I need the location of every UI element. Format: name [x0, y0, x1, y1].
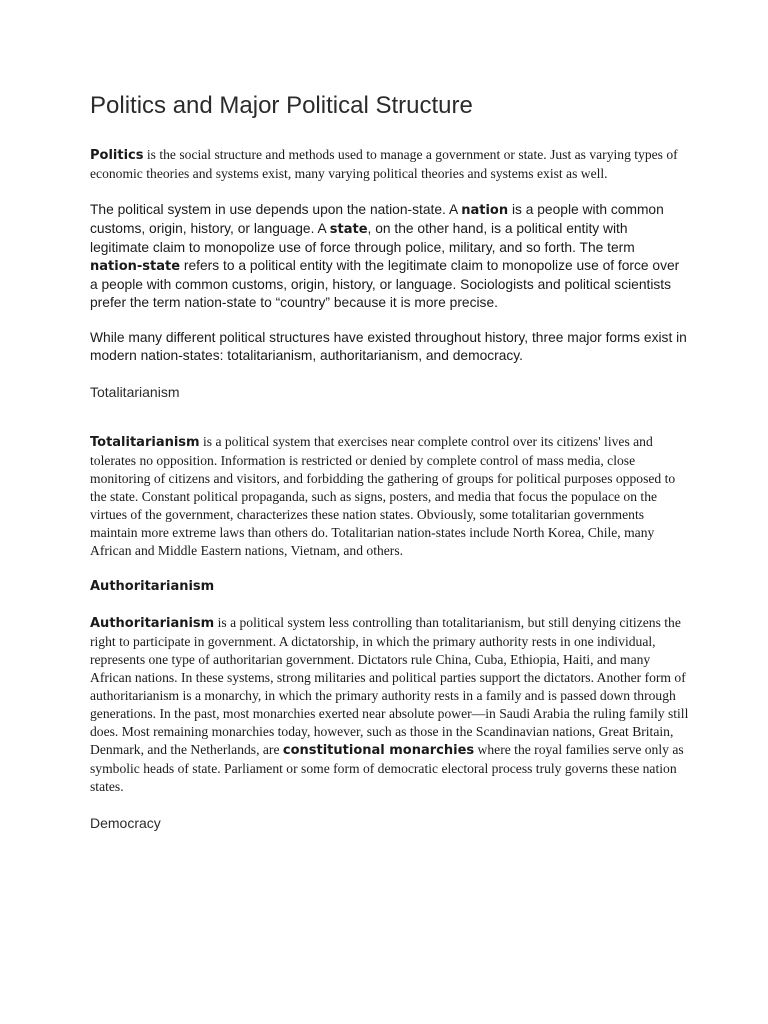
paragraph-totalitarianism [90, 433, 690, 560]
paragraph-nation-state-text-2: is a people with common customs, origin, history, or language. A [90, 202, 664, 236]
paragraph-politics [90, 146, 690, 183]
term-nation: nation [461, 203, 509, 218]
paragraph-nation-state-text-1: The political system in use depends upon the nation-state. A [90, 202, 462, 217]
paragraph-totalitarianism-text: is a political system that exercises near complete control over its citizens' lives and tolerates no opposition. Information is restricted or denied by complete control of mass media, close monitoring of citizens and visitors, and forbidding the gathering of groups for political purposes opposed to the state. Constant political propaganda, such as signs, posters, and media that focus the populace on the virtues of the government, characterizes these nation states. Obviously, some totalitarian governments maintain more extreme laws than others do. Totalitarian nation-states include North Korea, Chile, many African and Middle Eastern nations, Vietnam, and others. [90, 434, 676, 558]
document-page [90, 88, 690, 832]
paragraph-authoritarianism [90, 614, 690, 796]
term-nation-state: nation-state [90, 259, 181, 274]
paragraph-political-structures: While many different political structures have existed throughout history, three major forms exist in modern nation-states: totalitarianism, authoritarianism, and democracy. [90, 330, 687, 363]
paragraph-authoritarianism-text-1: is a political system less controlling than totalitarianism, but still denying citizens the right to participate in government. A dictatorship, in which the primary authority rests in one individual, represents one type of authoritarian government. Dictators rule China, Cuba, Ethiopia, Haiti, and many African nations. In these systems, strong militaries and political parties support the dictators. Another form of authoritarianism is a monarchy, in which the primary authority rests in a family and is passed down through generations. In the past, most monarchies exerted near absolute power—in Saudi Arabia the ruling family still does. Most remaining monarchies today, however, such as those in the Scandinavian nations, Great Britain, Denmark, and the Netherlands, are [90, 615, 689, 757]
section-heading-democracy: Democracy [90, 815, 161, 831]
section-heading-authoritarianism: Authoritarianism [90, 579, 215, 594]
section-heading-totalitarianism: Totalitarianism [90, 384, 180, 400]
paragraph-nation-state-text-4: refers to a political entity with the legitimate claim to monopolize use of force over a people with common customs, origin, history, or language. Sociologists and political scientists prefer the term nation-state to “country” because it is more precise. [90, 258, 680, 310]
paragraph-nation-state-text-3: , on the other hand, is a political entity with legitimate claim to monopolize use of force through police, military, and so forth. The term [90, 221, 635, 255]
paragraph-nation-state [90, 201, 690, 312]
term-totalitarianism: Totalitarianism [90, 435, 200, 450]
term-state: state [329, 222, 368, 237]
term-constitutional-monarchies: constitutional monarchies [282, 743, 475, 758]
term-politics: Politics [90, 148, 144, 163]
page-title: Politics and Major Political Structure [90, 92, 473, 119]
paragraph-politics-text: is the social structure and methods used to manage a government or state. Just as varying types of economic theories and systems exist, many varying political theories and systems exist as well. [90, 147, 678, 181]
paragraph-authoritarianism-text-2: where the royal families serve only as symbolic heads of state. Parliament or some form of democratic electoral process truly governs these nation states. [90, 742, 684, 794]
term-authoritarianism: Authoritarianism [90, 616, 215, 631]
